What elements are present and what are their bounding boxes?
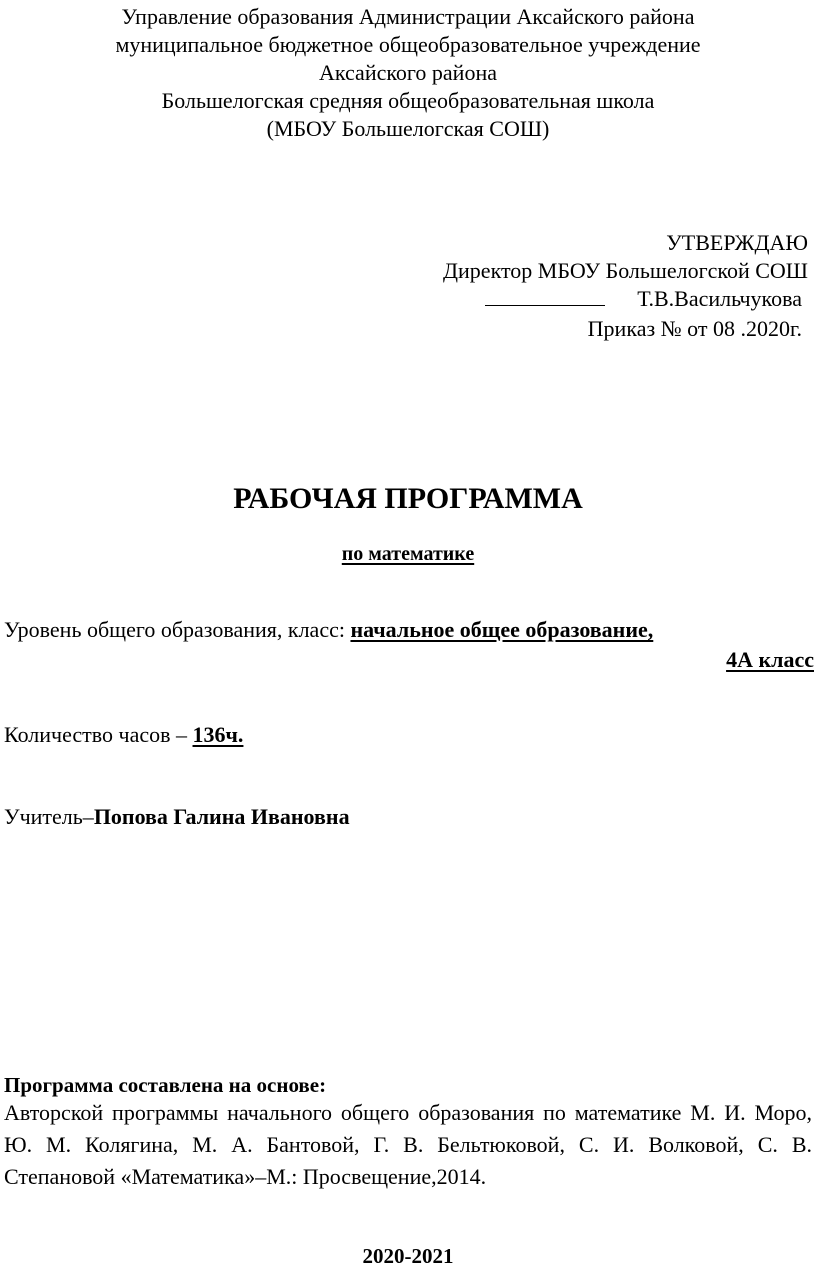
document-title: РАБОЧАЯ ПРОГРАММА — [233, 482, 583, 515]
header-line-3: Аксайского района — [319, 60, 497, 85]
header-line-2: муниципальное бюджетное общеобразовательное учреждение — [115, 32, 701, 57]
grade-value: 4А класс — [726, 647, 814, 672]
header-line-5: (МБОУ Большелогская СОШ) — [266, 116, 550, 141]
approval-signatory: Т.В.Васильчукова — [637, 286, 802, 311]
approval-order: Приказ № от 08 .2020г. — [587, 316, 802, 341]
teacher-label: Учитель– — [4, 804, 94, 829]
hours-value: 136ч. — [192, 722, 244, 747]
hours-label: Количество часов – — [4, 722, 193, 747]
basis-text: Авторской программы начального общего образования по математике М. И. Моро, Ю. М. Колягина, М. А. Бантовой, Г. В. Бельтюковой, С. И. Волковой, С. В. Степановой «Математика»–М.: Просвещение,2014. — [4, 1100, 812, 1189]
approval-heading: УТВЕРЖДАЮ — [666, 230, 808, 255]
subject-line: по математике — [341, 543, 475, 565]
hours-row — [4, 722, 243, 748]
teacher-name: Попова Галина Ивановна — [93, 804, 350, 829]
header-line-1: Управление образования Администрации Аксайского района — [121, 4, 695, 29]
signature-line — [485, 287, 605, 306]
level-row — [4, 617, 653, 643]
academic-year: 2020-2021 — [362, 1244, 454, 1268]
header-line-4: Большелогская средняя общеобразовательная школа — [161, 88, 655, 113]
level-value: начальное общее образование, — [350, 617, 654, 642]
approval-signature-row — [485, 286, 802, 312]
approval-position: Директор МБОУ Большелогской СОШ — [443, 258, 808, 283]
level-label: Уровень общего образования, класс: — [4, 617, 351, 642]
basis-heading: Программа составлена на основе: — [4, 1073, 327, 1097]
teacher-row — [4, 804, 350, 830]
